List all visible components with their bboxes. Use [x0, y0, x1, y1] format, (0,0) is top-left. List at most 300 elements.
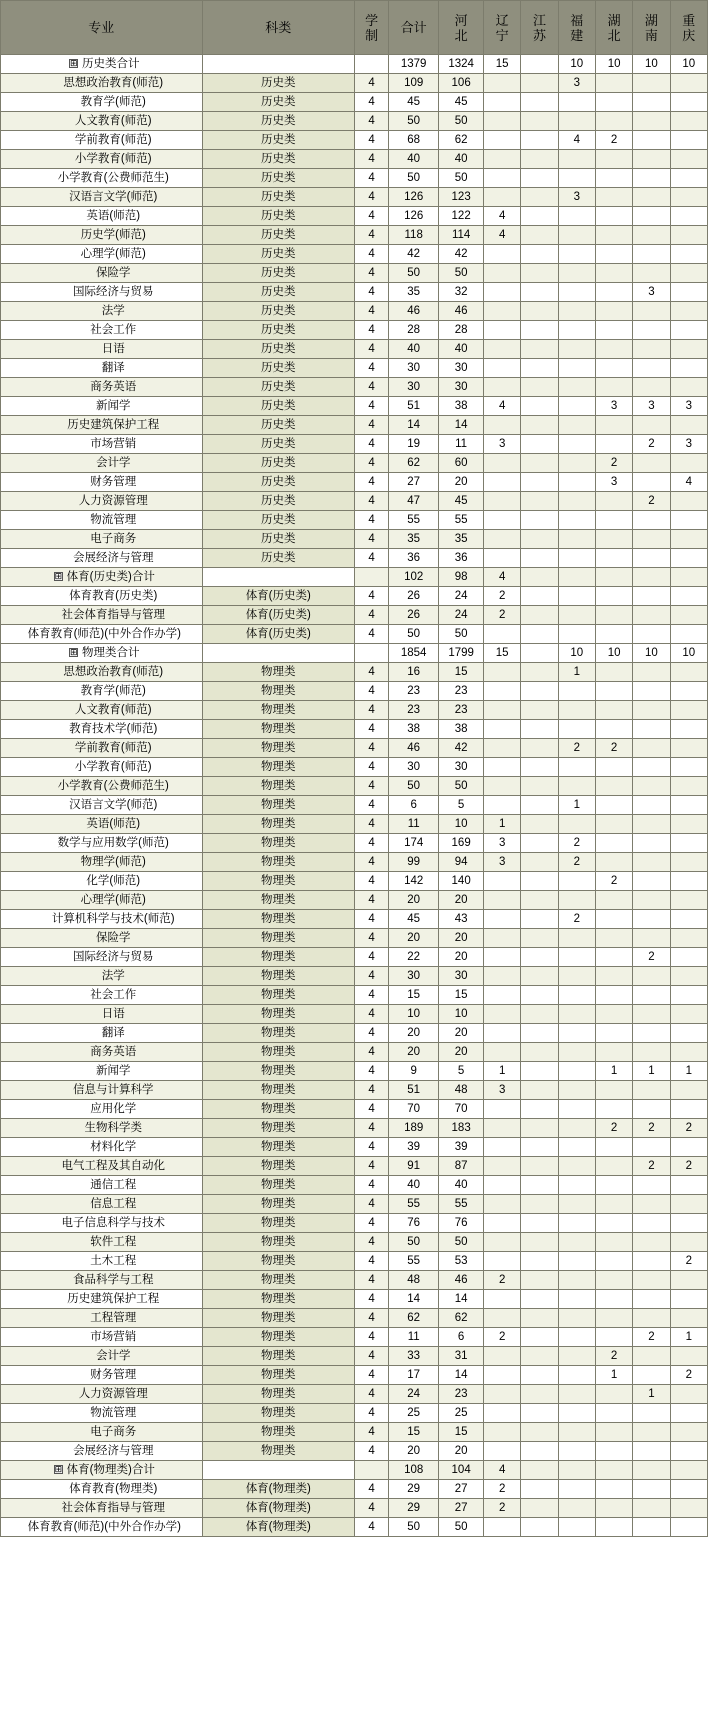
province-cell-hunan: 2 — [633, 435, 670, 454]
province-cell-fujian — [558, 112, 595, 131]
province-cell-chongqing — [670, 169, 707, 188]
major-name: 市场营销 — [1, 1328, 203, 1347]
province-cell-jiangsu — [521, 549, 558, 568]
province-cell-hebei: 104 — [439, 1461, 484, 1480]
years-cell: 4 — [355, 1119, 389, 1138]
total-cell: 46 — [389, 739, 439, 758]
province-cell-chongqing: 10 — [670, 644, 707, 663]
province-cell-hubei — [595, 1252, 632, 1271]
province-cell-jiangsu — [521, 245, 558, 264]
years-cell: 4 — [355, 682, 389, 701]
province-cell-fujian — [558, 701, 595, 720]
expand-icon[interactable]: ⊞ — [70, 58, 78, 69]
group-row-label[interactable] — [1, 55, 203, 74]
years-cell: 4 — [355, 359, 389, 378]
province-cell-hunan — [633, 549, 670, 568]
category-cell: 物理类 — [202, 1290, 354, 1309]
province-cell-hubei — [595, 1157, 632, 1176]
table-row — [1, 891, 708, 910]
group-label-text: 体育(历史类)合计 — [66, 570, 155, 583]
table-row — [1, 321, 708, 340]
province-cell-hebei: 169 — [439, 834, 484, 853]
province-cell-chongqing — [670, 150, 707, 169]
province-cell-hunan — [633, 682, 670, 701]
province-cell-hebei: 30 — [439, 758, 484, 777]
province-cell-fujian: 4 — [558, 131, 595, 150]
province-cell-fujian — [558, 948, 595, 967]
province-cell-chongqing — [670, 321, 707, 340]
province-cell-fujian: 2 — [558, 853, 595, 872]
province-cell-hubei — [595, 720, 632, 739]
province-cell-hebei: 45 — [439, 93, 484, 112]
table-row — [1, 93, 708, 112]
category-cell: 物理类 — [202, 1347, 354, 1366]
total-cell: 30 — [389, 359, 439, 378]
province-cell-jiangsu — [521, 1005, 558, 1024]
province-cell-hebei: 27 — [439, 1480, 484, 1499]
province-cell-hubei — [595, 188, 632, 207]
province-cell-jiangsu — [521, 302, 558, 321]
category-cell: 历史类 — [202, 93, 354, 112]
province-cell-hebei: 50 — [439, 264, 484, 283]
years-cell: 4 — [355, 454, 389, 473]
years-cell — [355, 55, 389, 74]
province-cell-jiangsu — [521, 1404, 558, 1423]
major-name: 学前教育(师范) — [1, 739, 203, 758]
province-cell-liaoning: 2 — [484, 1499, 521, 1518]
province-cell-jiangsu — [521, 701, 558, 720]
category-cell: 物理类 — [202, 815, 354, 834]
province-cell-hunan — [633, 74, 670, 93]
table-row — [1, 1271, 708, 1290]
years-cell: 4 — [355, 777, 389, 796]
province-cell-liaoning — [484, 1290, 521, 1309]
province-cell-chongqing — [670, 302, 707, 321]
province-cell-fujian — [558, 1081, 595, 1100]
province-cell-hubei — [595, 796, 632, 815]
major-name: 社会体育指导与管理 — [1, 1499, 203, 1518]
category-cell: 物理类 — [202, 872, 354, 891]
province-cell-hunan — [633, 321, 670, 340]
category-cell: 历史类 — [202, 169, 354, 188]
province-cell-hubei — [595, 1423, 632, 1442]
table-row — [1, 1499, 708, 1518]
province-cell-liaoning — [484, 948, 521, 967]
province-cell-liaoning: 4 — [484, 1461, 521, 1480]
header-row — [1, 1, 708, 55]
category-cell: 物理类 — [202, 701, 354, 720]
table-row — [1, 55, 708, 74]
province-cell-hebei: 10 — [439, 1005, 484, 1024]
province-cell-hunan — [633, 1005, 670, 1024]
province-cell-jiangsu — [521, 1480, 558, 1499]
province-cell-fujian — [558, 929, 595, 948]
province-char: 南 — [644, 27, 658, 43]
category-cell: 历史类 — [202, 112, 354, 131]
province-cell-chongqing: 3 — [670, 435, 707, 454]
province-cell-fujian — [558, 1328, 595, 1347]
province-cell-chongqing — [670, 226, 707, 245]
years-cell: 4 — [355, 1309, 389, 1328]
province-cell-fujian — [558, 587, 595, 606]
province-cell-hunan — [633, 302, 670, 321]
header-province-hubei — [595, 1, 632, 55]
major-name: 计算机科学与技术(师范) — [1, 910, 203, 929]
category-cell: 体育(物理类) — [202, 1480, 354, 1499]
province-cell-hebei: 27 — [439, 1499, 484, 1518]
table-row — [1, 929, 708, 948]
province-cell-chongqing — [670, 492, 707, 511]
category-cell: 历史类 — [202, 454, 354, 473]
province-char: 辽 — [495, 12, 509, 28]
category-cell: 物理类 — [202, 834, 354, 853]
expand-icon[interactable]: ⊞ — [54, 1464, 63, 1475]
expand-icon[interactable]: ⊞ — [70, 647, 78, 658]
table-row — [1, 1347, 708, 1366]
province-cell-liaoning — [484, 663, 521, 682]
table-row — [1, 568, 708, 587]
province-cell-hubei — [595, 1271, 632, 1290]
years-cell: 4 — [355, 834, 389, 853]
province-char: 重 — [682, 12, 696, 28]
category-cell: 物理类 — [202, 739, 354, 758]
province-cell-hebei: 15 — [439, 986, 484, 1005]
province-char: 建 — [570, 27, 584, 43]
header-years-char-1: 学 — [365, 12, 379, 28]
total-cell: 91 — [389, 1157, 439, 1176]
province-cell-liaoning — [484, 1005, 521, 1024]
province-cell-hebei: 123 — [439, 188, 484, 207]
table-row — [1, 1442, 708, 1461]
province-cell-jiangsu — [521, 967, 558, 986]
table-row — [1, 1423, 708, 1442]
province-cell-hebei: 15 — [439, 663, 484, 682]
province-cell-liaoning — [484, 625, 521, 644]
total-cell: 15 — [389, 986, 439, 1005]
province-cell-jiangsu — [521, 606, 558, 625]
province-cell-fujian — [558, 872, 595, 891]
table-row — [1, 1157, 708, 1176]
province-cell-chongqing — [670, 872, 707, 891]
province-cell-jiangsu — [521, 1423, 558, 1442]
province-cell-fujian — [558, 1366, 595, 1385]
years-cell — [355, 568, 389, 587]
total-cell: 55 — [389, 1195, 439, 1214]
major-name: 体育教育(物理类) — [1, 1480, 203, 1499]
province-cell-chongqing — [670, 625, 707, 644]
province-cell-hunan: 2 — [633, 948, 670, 967]
table-row — [1, 1309, 708, 1328]
province-cell-hubei — [595, 245, 632, 264]
province-char: 庆 — [682, 27, 696, 43]
province-cell-hebei: 30 — [439, 967, 484, 986]
province-cell-jiangsu — [521, 1252, 558, 1271]
province-cell-fujian: 1 — [558, 796, 595, 815]
province-cell-liaoning — [484, 245, 521, 264]
province-cell-fujian — [558, 568, 595, 587]
total-cell: 50 — [389, 777, 439, 796]
total-cell: 45 — [389, 910, 439, 929]
category-cell: 物理类 — [202, 1214, 354, 1233]
province-cell-hebei: 24 — [439, 587, 484, 606]
province-cell-hubei — [595, 359, 632, 378]
major-name: 信息与计算科学 — [1, 1081, 203, 1100]
total-cell: 68 — [389, 131, 439, 150]
province-cell-hunan — [633, 1404, 670, 1423]
group-row-label[interactable] — [1, 568, 203, 587]
province-cell-fujian — [558, 1100, 595, 1119]
province-cell-fujian: 2 — [558, 834, 595, 853]
years-cell: 4 — [355, 397, 389, 416]
major-name: 思想政治教育(师范) — [1, 663, 203, 682]
province-cell-jiangsu — [521, 948, 558, 967]
years-cell: 4 — [355, 606, 389, 625]
province-cell-hunan — [633, 796, 670, 815]
years-cell: 4 — [355, 891, 389, 910]
major-name: 思想政治教育(师范) — [1, 74, 203, 93]
province-cell-hebei: 98 — [439, 568, 484, 587]
table-row — [1, 1518, 708, 1537]
major-name: 财务管理 — [1, 1366, 203, 1385]
province-cell-hunan — [633, 359, 670, 378]
province-cell-chongqing — [670, 606, 707, 625]
province-cell-hebei: 40 — [439, 340, 484, 359]
province-cell-hunan — [633, 1290, 670, 1309]
province-cell-fujian — [558, 321, 595, 340]
province-cell-hunan: 2 — [633, 492, 670, 511]
province-cell-jiangsu — [521, 1043, 558, 1062]
total-cell: 126 — [389, 188, 439, 207]
category-cell — [202, 644, 354, 663]
province-cell-fujian — [558, 1043, 595, 1062]
province-cell-hunan — [633, 853, 670, 872]
province-cell-hunan: 1 — [633, 1385, 670, 1404]
province-cell-fujian — [558, 1423, 595, 1442]
category-cell: 历史类 — [202, 530, 354, 549]
province-cell-hubei — [595, 948, 632, 967]
province-cell-hubei — [595, 416, 632, 435]
expand-icon[interactable]: ⊞ — [54, 571, 63, 582]
province-cell-liaoning: 3 — [484, 435, 521, 454]
province-cell-hebei: 55 — [439, 511, 484, 530]
years-cell: 4 — [355, 112, 389, 131]
province-cell-jiangsu — [521, 1518, 558, 1537]
province-cell-jiangsu — [521, 321, 558, 340]
category-cell: 物理类 — [202, 1119, 354, 1138]
total-cell: 174 — [389, 834, 439, 853]
province-cell-fujian — [558, 891, 595, 910]
table-row — [1, 340, 708, 359]
province-cell-hebei: 14 — [439, 1366, 484, 1385]
total-cell: 55 — [389, 511, 439, 530]
province-cell-jiangsu — [521, 1233, 558, 1252]
total-cell: 26 — [389, 587, 439, 606]
total-cell: 1379 — [389, 55, 439, 74]
province-cell-liaoning — [484, 93, 521, 112]
major-name: 历史建筑保护工程 — [1, 416, 203, 435]
province-cell-hebei: 1799 — [439, 644, 484, 663]
province-cell-hunan — [633, 1518, 670, 1537]
total-cell: 30 — [389, 378, 439, 397]
category-cell: 体育(历史类) — [202, 625, 354, 644]
province-cell-hubei — [595, 663, 632, 682]
province-cell-liaoning: 2 — [484, 606, 521, 625]
category-cell: 物理类 — [202, 758, 354, 777]
province-cell-fujian — [558, 1271, 595, 1290]
province-cell-liaoning: 2 — [484, 1480, 521, 1499]
province-cell-jiangsu — [521, 55, 558, 74]
province-cell-hunan — [633, 720, 670, 739]
province-cell-hebei: 94 — [439, 853, 484, 872]
province-cell-liaoning — [484, 1423, 521, 1442]
province-cell-jiangsu — [521, 910, 558, 929]
province-cell-fujian — [558, 397, 595, 416]
total-cell: 42 — [389, 245, 439, 264]
table-row — [1, 74, 708, 93]
table-row — [1, 1138, 708, 1157]
major-name: 历史建筑保护工程 — [1, 1290, 203, 1309]
category-cell: 物理类 — [202, 1043, 354, 1062]
province-cell-liaoning — [484, 739, 521, 758]
years-cell: 4 — [355, 948, 389, 967]
major-name: 人文教育(师范) — [1, 112, 203, 131]
province-cell-fujian — [558, 454, 595, 473]
province-cell-liaoning — [484, 549, 521, 568]
province-cell-hebei: 20 — [439, 891, 484, 910]
category-cell: 物理类 — [202, 948, 354, 967]
province-cell-chongqing — [670, 74, 707, 93]
category-cell: 历史类 — [202, 226, 354, 245]
province-cell-hubei: 10 — [595, 644, 632, 663]
province-cell-chongqing — [670, 967, 707, 986]
table-row — [1, 549, 708, 568]
province-cell-liaoning: 1 — [484, 1062, 521, 1081]
table-row — [1, 1214, 708, 1233]
province-cell-chongqing — [670, 815, 707, 834]
province-cell-fujian — [558, 340, 595, 359]
province-cell-hubei — [595, 587, 632, 606]
total-cell: 10 — [389, 1005, 439, 1024]
province-cell-liaoning — [484, 1347, 521, 1366]
total-cell: 76 — [389, 1214, 439, 1233]
group-row-label[interactable] — [1, 1461, 203, 1480]
province-cell-hubei — [595, 929, 632, 948]
years-cell: 4 — [355, 264, 389, 283]
total-cell: 20 — [389, 929, 439, 948]
total-cell: 30 — [389, 758, 439, 777]
province-cell-hunan — [633, 1195, 670, 1214]
province-cell-hunan: 2 — [633, 1119, 670, 1138]
province-cell-fujian — [558, 1442, 595, 1461]
province-cell-chongqing — [670, 378, 707, 397]
province-cell-fujian — [558, 777, 595, 796]
years-cell: 4 — [355, 815, 389, 834]
years-cell: 4 — [355, 1271, 389, 1290]
province-cell-hebei: 53 — [439, 1252, 484, 1271]
province-cell-jiangsu — [521, 1195, 558, 1214]
major-name: 保险学 — [1, 929, 203, 948]
province-cell-chongqing — [670, 1423, 707, 1442]
province-cell-fujian — [558, 283, 595, 302]
province-cell-hunan — [633, 625, 670, 644]
province-cell-fujian — [558, 1119, 595, 1138]
province-cell-liaoning — [484, 1385, 521, 1404]
province-cell-liaoning — [484, 492, 521, 511]
province-cell-hubei — [595, 606, 632, 625]
major-name: 翻译 — [1, 1024, 203, 1043]
province-cell-hunan — [633, 378, 670, 397]
province-cell-hunan — [633, 454, 670, 473]
province-cell-jiangsu — [521, 587, 558, 606]
major-name: 教育学(师范) — [1, 93, 203, 112]
major-name: 日语 — [1, 1005, 203, 1024]
years-cell: 4 — [355, 701, 389, 720]
province-cell-hubei — [595, 321, 632, 340]
province-cell-chongqing: 2 — [670, 1252, 707, 1271]
province-cell-hubei: 2 — [595, 1119, 632, 1138]
total-cell: 50 — [389, 264, 439, 283]
province-char: 河 — [454, 12, 468, 28]
major-name: 数学与应用数学(师范) — [1, 834, 203, 853]
province-cell-liaoning — [484, 530, 521, 549]
major-name: 会展经济与管理 — [1, 549, 203, 568]
total-cell: 20 — [389, 1024, 439, 1043]
province-cell-fujian — [558, 264, 595, 283]
province-cell-hebei: 35 — [439, 530, 484, 549]
province-cell-hubei — [595, 1024, 632, 1043]
total-cell: 35 — [389, 283, 439, 302]
province-cell-fujian: 2 — [558, 739, 595, 758]
table-row — [1, 188, 708, 207]
province-cell-hubei — [595, 853, 632, 872]
group-row-label[interactable] — [1, 644, 203, 663]
years-cell: 4 — [355, 1195, 389, 1214]
group-label-text: 体育(物理类)合计 — [66, 1463, 155, 1476]
category-cell: 历史类 — [202, 188, 354, 207]
province-cell-hunan — [633, 207, 670, 226]
province-cell-liaoning — [484, 1176, 521, 1195]
province-cell-hebei: 23 — [439, 1385, 484, 1404]
province-cell-fujian — [558, 815, 595, 834]
province-cell-fujian: 3 — [558, 188, 595, 207]
province-cell-hubei — [595, 169, 632, 188]
category-cell: 物理类 — [202, 1366, 354, 1385]
table-row — [1, 1480, 708, 1499]
province-cell-chongqing — [670, 739, 707, 758]
table-row — [1, 587, 708, 606]
major-name: 体育教育(历史类) — [1, 587, 203, 606]
province-cell-hebei: 50 — [439, 625, 484, 644]
province-cell-chongqing — [670, 454, 707, 473]
table-row — [1, 1404, 708, 1423]
years-cell: 4 — [355, 1005, 389, 1024]
province-cell-liaoning — [484, 264, 521, 283]
major-name: 软件工程 — [1, 1233, 203, 1252]
major-name: 化学(师范) — [1, 872, 203, 891]
table-row — [1, 1461, 708, 1480]
province-cell-hebei: 140 — [439, 872, 484, 891]
province-cell-hubei — [595, 1442, 632, 1461]
province-cell-fujian — [558, 967, 595, 986]
province-cell-jiangsu — [521, 815, 558, 834]
province-cell-chongqing — [670, 131, 707, 150]
years-cell: 4 — [355, 1081, 389, 1100]
major-name: 食品科学与工程 — [1, 1271, 203, 1290]
province-cell-chongqing — [670, 530, 707, 549]
province-cell-liaoning: 15 — [484, 644, 521, 663]
years-cell: 4 — [355, 663, 389, 682]
province-cell-hubei: 3 — [595, 473, 632, 492]
